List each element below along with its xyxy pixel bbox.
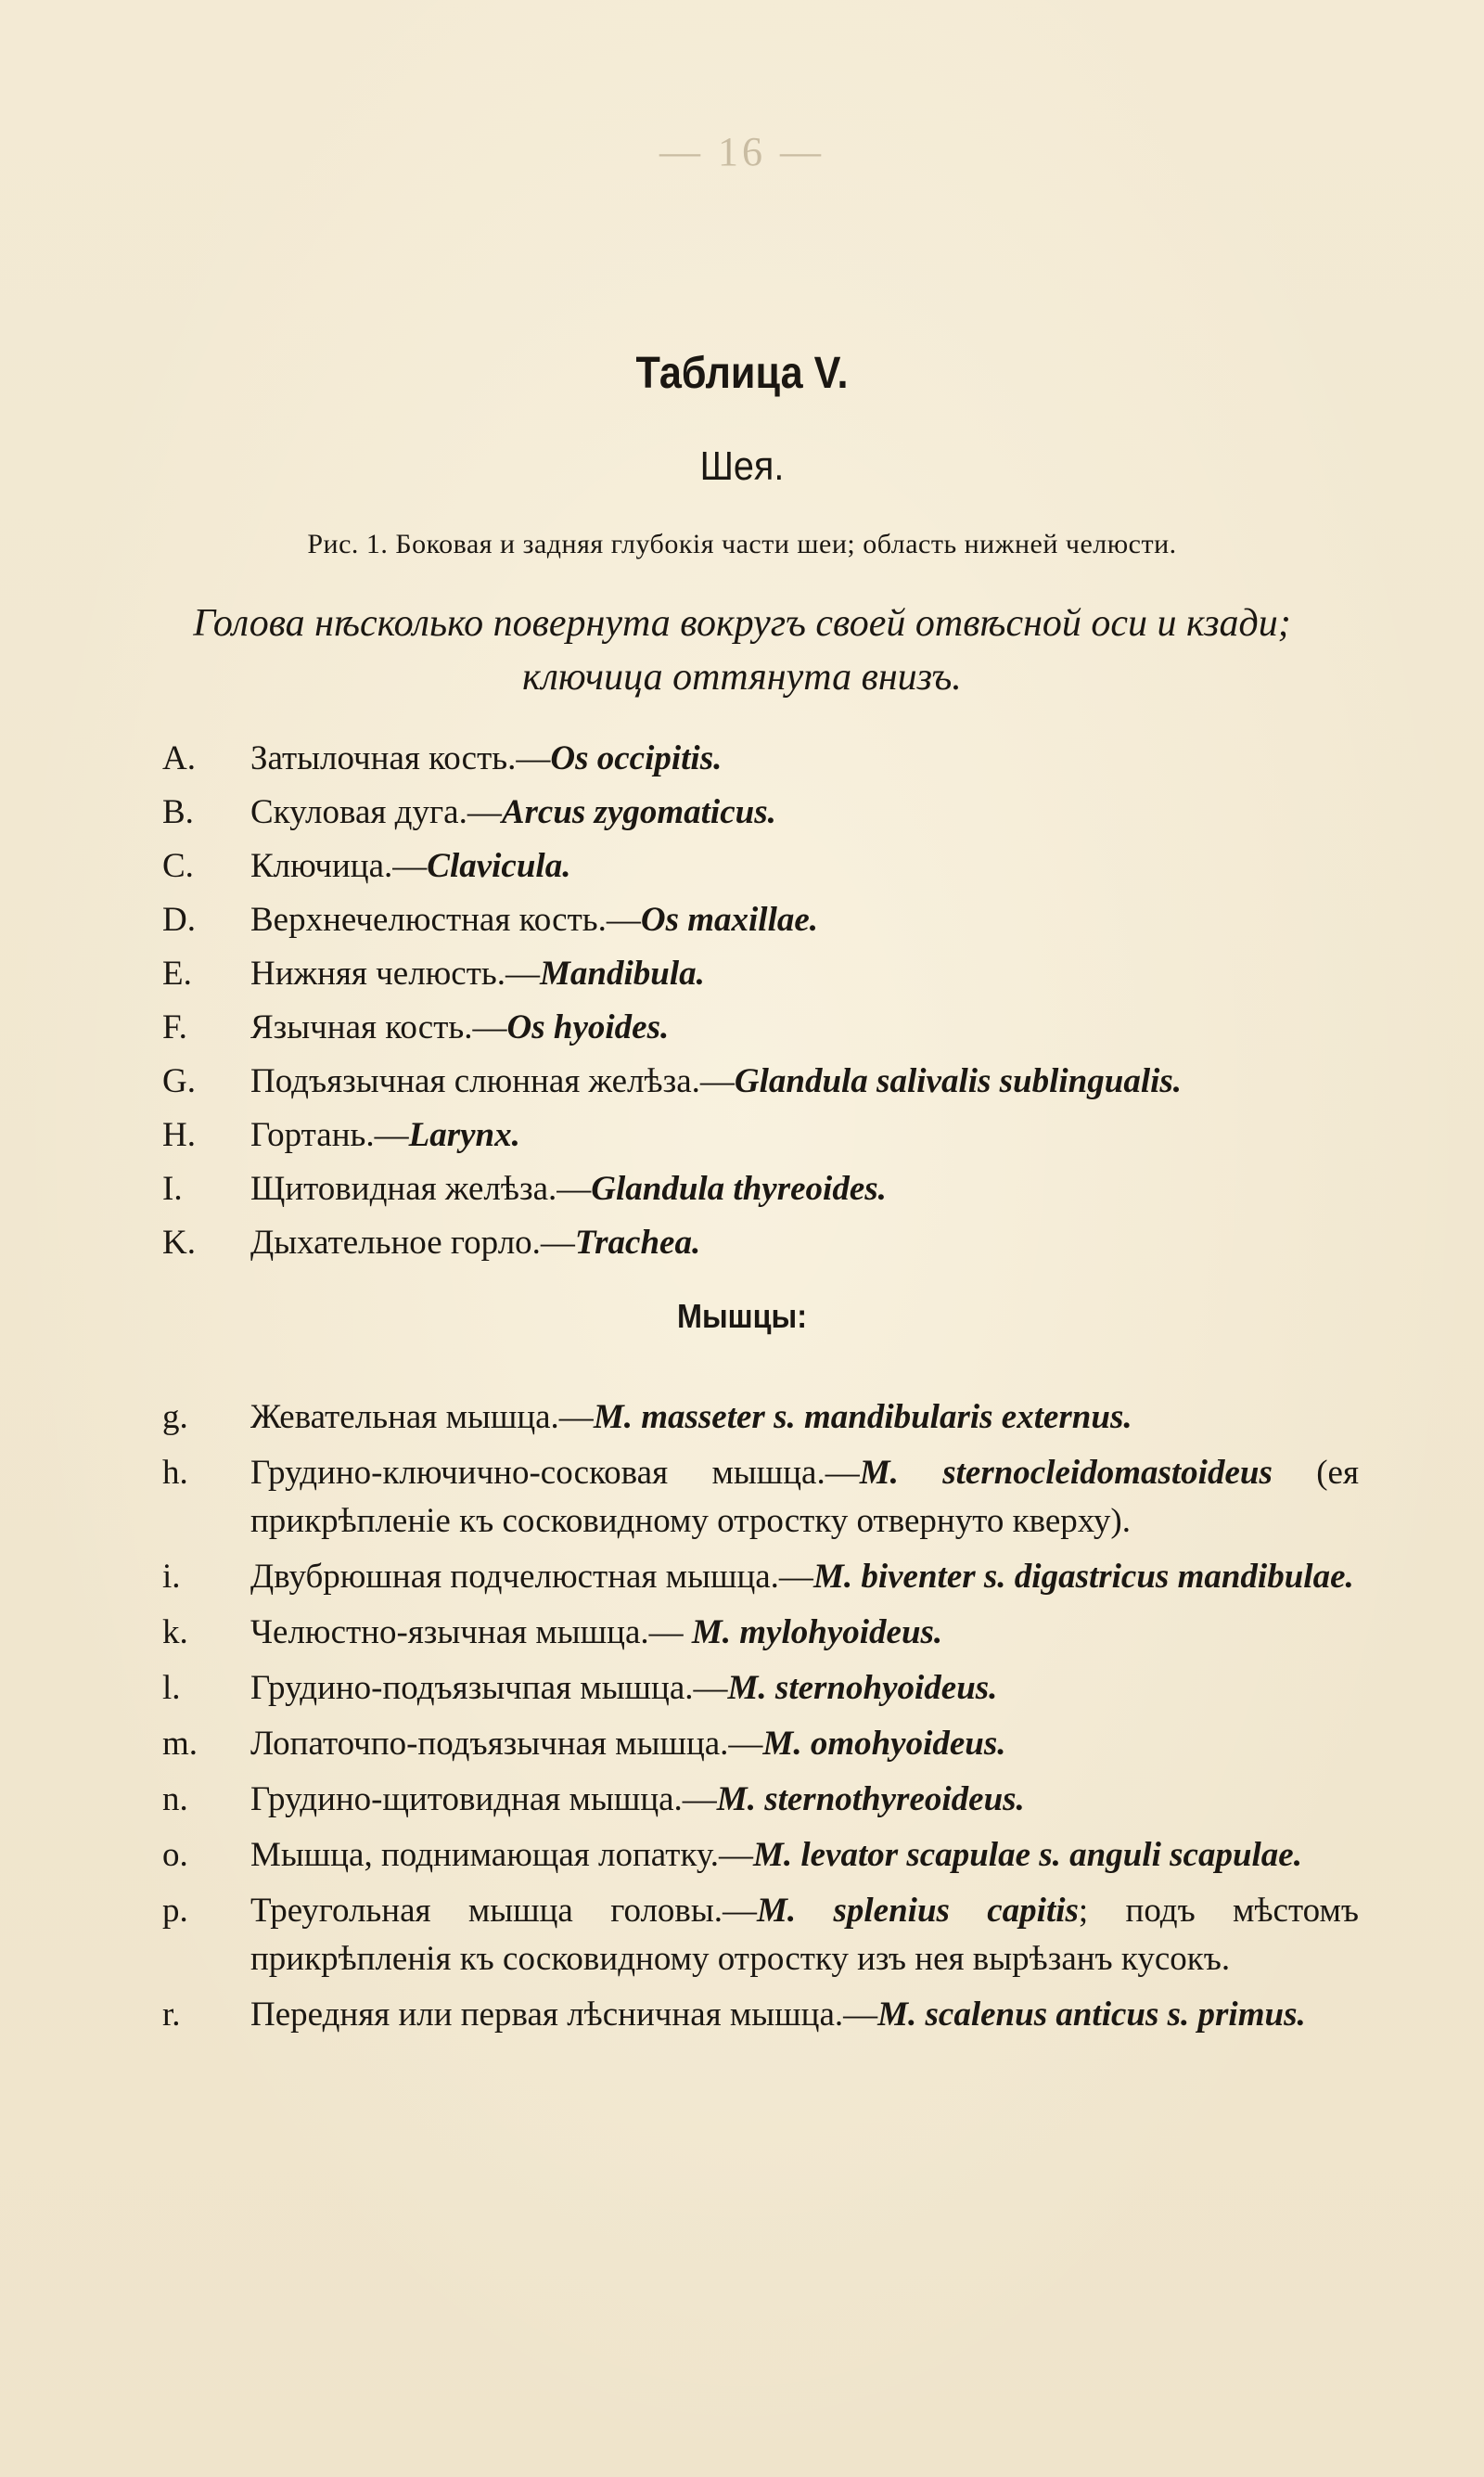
item-letter: i. [162, 1558, 181, 1596]
bone-entry [162, 1058, 1359, 1106]
item-letter: r. [162, 1996, 181, 2034]
muscle-entry [162, 1609, 1359, 1657]
item-letter: I. [162, 1170, 183, 1208]
muscles-heading: Мышцы: [676, 1297, 808, 1335]
russian-name: Дыхательное горло.— [250, 1224, 575, 1262]
item-letter: G. [162, 1062, 196, 1100]
latin-name: Os occipitis. [550, 739, 723, 777]
muscles-list [162, 1393, 1359, 2047]
russian-name: Мышца, поднимающая лопатку.— [250, 1836, 753, 1874]
russian-name: Нижняя челюсть.— [250, 955, 541, 993]
russian-name: Треугольная мышца головы.— [250, 1892, 757, 1930]
russian-name: Жевательная мышца.— [250, 1398, 594, 1436]
item-letter: E. [162, 955, 192, 993]
russian-name: Ключица.— [250, 847, 428, 885]
latin-name: M. sternothyreoideus. [716, 1780, 1025, 1818]
latin-name: M. scalenus anticus s. primus. [877, 1996, 1306, 2034]
russian-name: Челюстно-язычная мышца.— [250, 1613, 692, 1651]
russian-name: Верхнечелюстная кость.— [250, 901, 641, 939]
bone-entry [162, 896, 1359, 944]
russian-name: Грудино-подъязычпая мышца.— [250, 1669, 728, 1707]
russian-name: Подъязычная слюнная желѣза.— [250, 1062, 735, 1100]
item-letter: k. [162, 1613, 188, 1651]
latin-name: M. biventer s. digastricus mandibulae. [812, 1558, 1354, 1596]
item-letter: h. [162, 1454, 188, 1492]
latin-name: M. masseter s. mandibularis externus. [593, 1398, 1132, 1436]
bone-entry [162, 1111, 1359, 1160]
item-letter: m. [162, 1725, 198, 1763]
muscle-entry [162, 1720, 1359, 1768]
latin-name: Larynx. [408, 1116, 520, 1154]
russian-name: Передняя или первая лѣсничная мышца.— [250, 1996, 878, 2034]
item-letter: D. [162, 901, 196, 939]
latin-name: M. sternohyoideus. [727, 1669, 998, 1707]
muscle-entry [162, 1664, 1359, 1713]
item-letter: l. [162, 1669, 181, 1707]
bone-entry [162, 1165, 1359, 1213]
figure-note: Голова нѣсколько повернута вокругъ своей отвѣсной оси и кзади; ключица оттянута внизъ. [193, 602, 1291, 699]
russian-name: Язычная кость.— [250, 1008, 507, 1046]
muscle-entry [162, 1831, 1359, 1880]
item-letter: F. [162, 1008, 187, 1046]
russian-name: Гортань.— [250, 1116, 409, 1154]
item-letter: K. [162, 1224, 196, 1262]
russian-name: Скуловая дуга.— [250, 793, 502, 831]
item-letter: g. [162, 1398, 188, 1436]
latin-name: Os hyoides. [506, 1008, 670, 1046]
muscle-entry [162, 1991, 1359, 2039]
latin-name: M. splenius capitis [757, 1892, 1079, 1930]
item-letter: n. [162, 1780, 188, 1818]
item-letter: H. [162, 1116, 196, 1154]
latin-name: Clavicula. [427, 847, 571, 885]
russian-name: Грудино-щитовидная мышца.— [250, 1780, 717, 1818]
item-letter: p. [162, 1892, 188, 1930]
bone-entry [162, 842, 1359, 891]
page-title: Таблица V. [635, 349, 849, 398]
russian-name: Грудино-ключично-сосковая мышца.— [250, 1454, 860, 1492]
latin-name: Arcus zygomaticus. [501, 793, 776, 831]
item-letter: C. [162, 847, 194, 885]
latin-name: Mandibula. [540, 955, 705, 993]
item-letter: A. [162, 739, 196, 777]
page-number: — 16 — [659, 129, 825, 174]
bone-entry [162, 1219, 1359, 1267]
page-subtitle: Шея. [699, 443, 785, 489]
muscle-entry [162, 1776, 1359, 1824]
muscle-entry [162, 1553, 1359, 1601]
bone-entry [162, 950, 1359, 998]
item-remark: (ея прикрѣпленіе къ сосковидному отростку отвернуто кверху). [250, 1454, 1359, 1540]
latin-name: M. sternocleidomastoideus [859, 1454, 1273, 1492]
russian-name: Затылочная кость.— [250, 739, 551, 777]
muscle-entry [162, 1449, 1359, 1546]
latin-name: Glandula thyreoides. [591, 1170, 887, 1208]
latin-name: Trachea. [574, 1224, 701, 1262]
muscle-entry [162, 1393, 1359, 1442]
latin-name: Os maxillae. [640, 901, 819, 939]
latin-name: M. omohyoideus. [762, 1725, 1006, 1763]
muscle-entry [162, 1887, 1359, 1983]
item-remark: ; подъ мѣстомъ прикрѣпленія къ сосковидному отростку изъ нея вырѣзанъ кусокъ. [250, 1892, 1359, 1978]
latin-name: M. levator scapulae s. anguli scapulae. [752, 1836, 1302, 1874]
item-letter: B. [162, 793, 194, 831]
russian-name: Щитовидная желѣза.— [250, 1170, 592, 1208]
latin-name: Glandula salivalis sublingualis. [734, 1062, 1183, 1100]
russian-name: Лопаточпо-подъязычная мышца.— [250, 1725, 763, 1763]
latin-name: M. mylohyoideus. [691, 1613, 943, 1651]
bone-entry [162, 1004, 1359, 1052]
russian-name: Двубрюшная подчелюстная мышца.— [250, 1558, 813, 1596]
bone-entry [162, 735, 1359, 783]
bones-list [162, 735, 1359, 1273]
item-letter: o. [162, 1836, 188, 1874]
bone-entry [162, 789, 1359, 837]
figure-caption: Рис. 1. Боковая и задняя глубокія части шеи; область нижней челюсти. [307, 529, 1177, 559]
